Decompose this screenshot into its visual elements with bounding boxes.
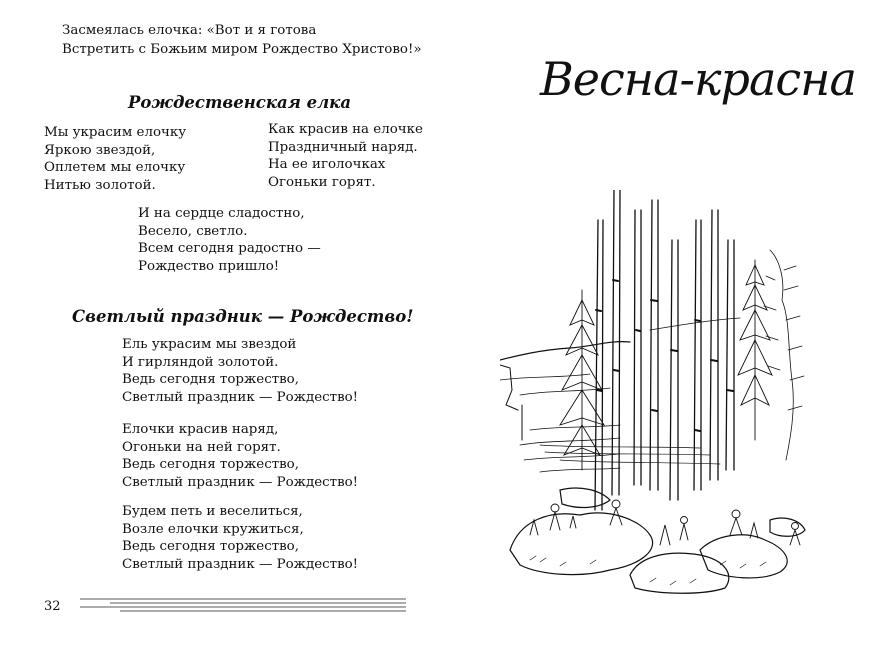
intro-line: Встретить с Божьим миром Рождество Христово!» — [62, 42, 422, 57]
section-heading: Весна-красна — [540, 52, 856, 106]
verse-line: Возле елочки кружиться, — [122, 521, 304, 537]
poem2-stanza1 — [122, 336, 358, 406]
verse-line: Светлый праздник — Рождество! — [122, 389, 359, 405]
verse-line: Огоньки на ней горят. — [122, 439, 281, 455]
verse-line: Оплетем мы елочку — [44, 160, 186, 175]
poem1-stanza3 — [138, 205, 321, 275]
verse-line: Ведь сегодня торжество, — [122, 372, 299, 387]
verse-line: Огоньки горят. — [268, 174, 376, 190]
verse-line: И на сердце сладостно, — [138, 206, 305, 221]
decorative-rules — [80, 596, 410, 616]
page-number: 32 — [44, 599, 61, 614]
poem2-stanza2 — [122, 421, 358, 491]
poem2-title: Светлый праздник — Рождество! — [72, 307, 414, 326]
verse-line: Весело, светло. — [138, 223, 248, 239]
verse-line: Нитью золотой. — [44, 177, 156, 193]
verse-line: Мы украсим елочку — [44, 125, 187, 140]
verse-line: Рождество пришло! — [138, 258, 280, 274]
verse-line: На ее иголочках — [268, 157, 386, 172]
verse-line: Как красив на елочке — [268, 122, 423, 137]
poem1-stanza2 — [268, 121, 423, 191]
verse-line: Всем сегодня радостно — — [138, 241, 321, 256]
intro-verse — [62, 21, 422, 59]
verse-line: Светлый праздник — Рождество! — [122, 556, 359, 572]
right-page — [440, 0, 880, 649]
poem1-title: Рождественская елка — [128, 93, 352, 112]
verse-line: Ведь сегодня торжество, — [122, 457, 299, 472]
verse-line: Праздничный наряд. — [268, 139, 418, 155]
spring-forest-illustration — [500, 190, 830, 595]
poem2-stanza3 — [122, 503, 358, 573]
intro-line: Засмеялась елочка: «Вот и я готова — [62, 23, 317, 38]
verse-line: Будем петь и веселиться, — [122, 504, 303, 519]
verse-line: Светлый праздник — Рождество! — [122, 474, 359, 490]
verse-line: Ель украсим мы звездой — [122, 337, 297, 352]
verse-line: И гирляндой золотой. — [122, 354, 279, 370]
verse-line: Елочки красив наряд, — [122, 422, 279, 437]
poem1-stanza1 — [44, 124, 186, 194]
verse-line: Яркою звездой, — [44, 142, 156, 158]
verse-line: Ведь сегодня торжество, — [122, 539, 299, 554]
